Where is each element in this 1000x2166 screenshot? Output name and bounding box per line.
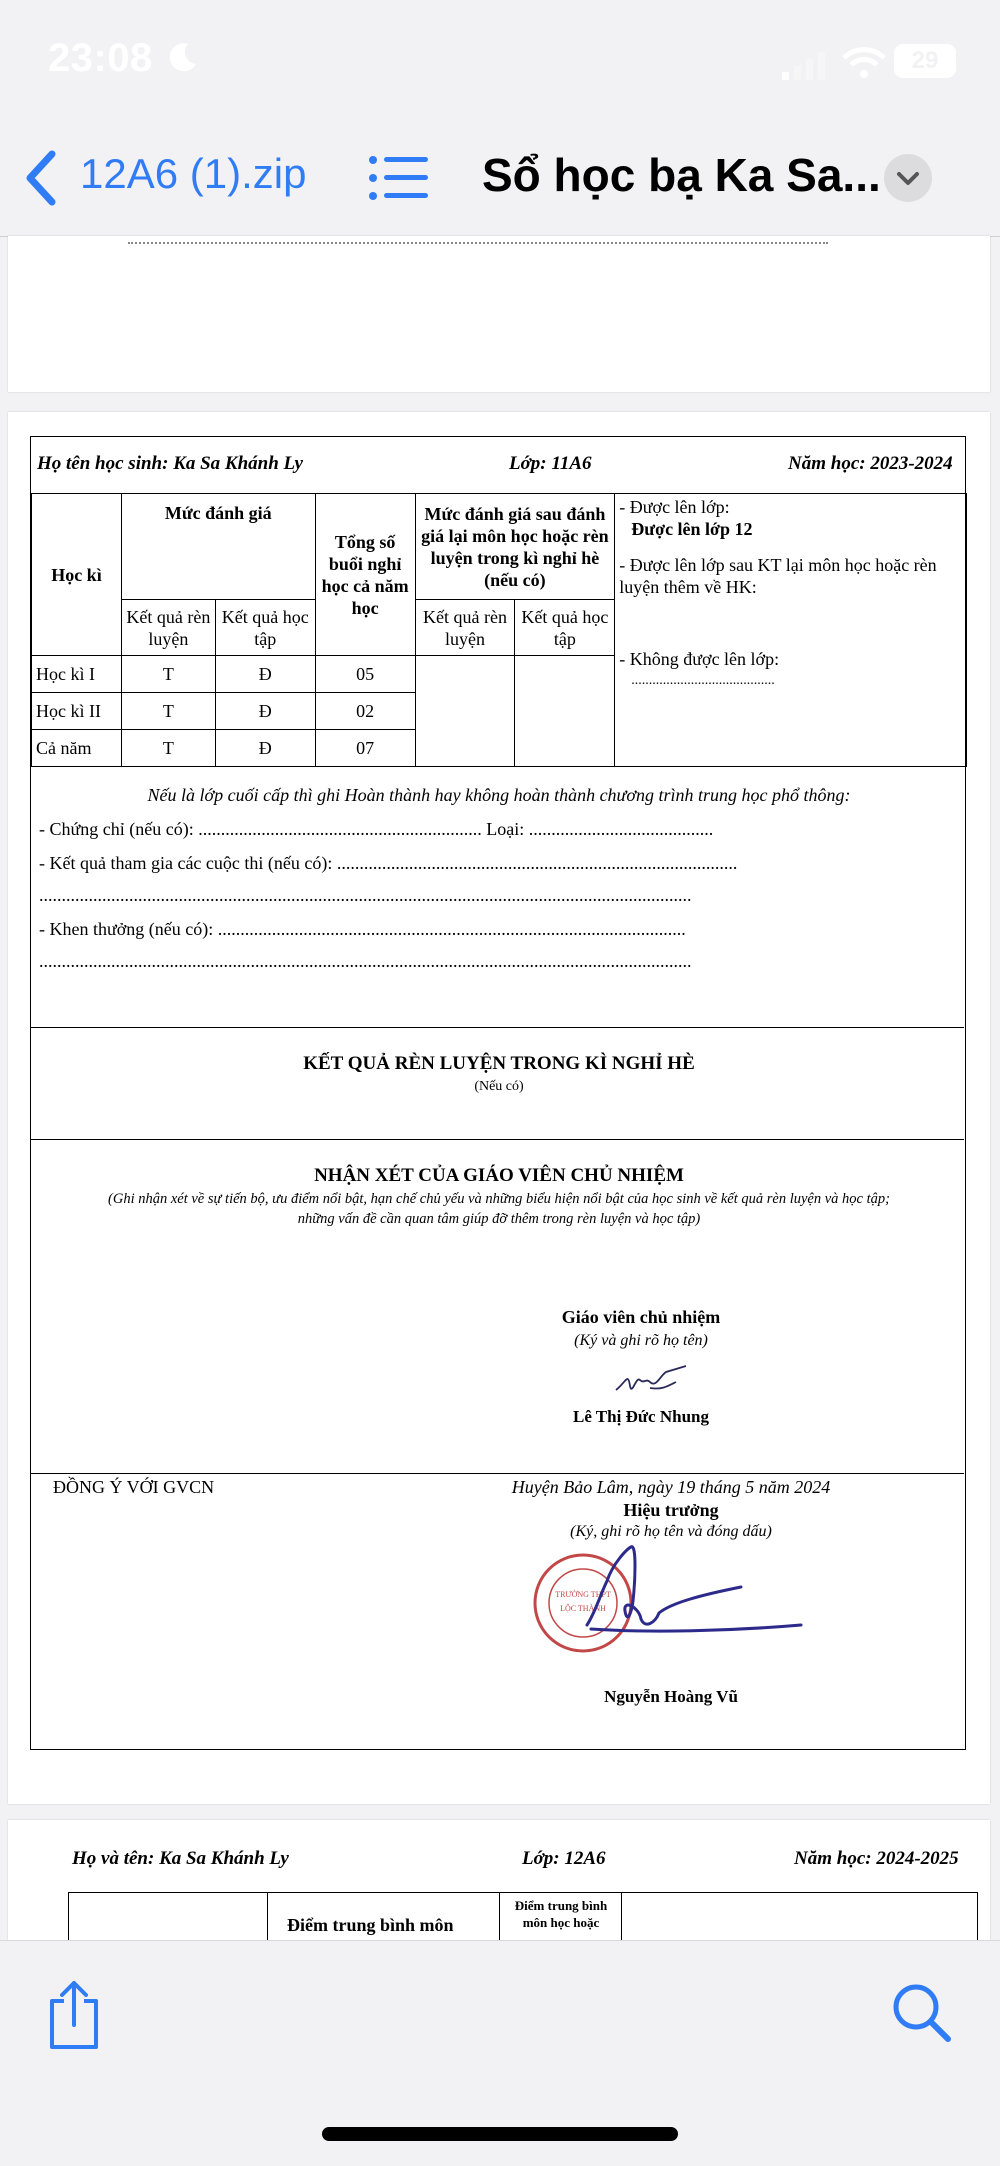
final-year-note: Nếu là lớp cuối cấp thì ghi Hoàn thành hay không hoàn thành chương trình trung học phổ thông: — [147, 785, 851, 805]
battery-level: 29 — [911, 47, 939, 74]
battery-icon — [894, 44, 956, 78]
header-conduct-after: Kết quả rèn luyện — [415, 600, 515, 656]
chevron-down-icon — [884, 154, 932, 202]
pdf-page[interactable] — [8, 412, 990, 1804]
promotion-after-retest: - Được lên lớp sau KT lại môn học hoặc rèn luyện thêm về HK: — [619, 555, 937, 597]
grades-table — [31, 493, 967, 767]
back-button[interactable]: 12A6 (1).zip — [80, 150, 307, 197]
conduct-after-cell — [415, 656, 515, 767]
next-student-name: Họ và tên: Ka Sa Khánh Ly — [72, 1848, 289, 1869]
contests-line: - Kết quả tham gia các cuộc thi (nếu có): ......................................................................................... — [39, 853, 738, 873]
col-avg2-header: Điểm trung bình môn học hoặc — [514, 1898, 608, 1930]
header-study: Kết quả học tập — [215, 600, 315, 656]
dotted-line: ................................................................................................................................................. — [39, 885, 692, 905]
study-after-cell — [515, 656, 615, 767]
sign-date: Huyện Bảo Lâm, ngày 19 tháng 5 năm 2024 — [511, 1477, 831, 1497]
status-time: 23:08 — [48, 36, 153, 80]
absent-cell: 02 — [315, 693, 415, 730]
header-conduct: Kết quả rèn luyện — [121, 600, 215, 656]
promotion-panel — [615, 494, 967, 767]
wifi-icon — [842, 46, 886, 80]
header-rating-after: Mức đánh giá sau đánh giá lại môn học hoặc rèn luyện trong kì nghỉ hè (nếu có) — [415, 494, 615, 600]
report-card — [30, 436, 966, 1750]
header-study-after: Kết quả học tập — [515, 600, 615, 656]
divider — [31, 1473, 964, 1474]
bottom-toolbar — [0, 1940, 1000, 2166]
student-name: Họ tên học sinh: Ka Sa Khánh Ly — [37, 453, 303, 474]
teacher-sign-note: (Ký và ghi rõ họ tên) — [574, 1332, 708, 1349]
share-icon[interactable] — [44, 1979, 104, 2051]
principal-sign-note: (Ký, ghi rõ họ tên và đóng dấu) — [570, 1523, 772, 1540]
absent-cell: 05 — [315, 656, 415, 693]
term-cell: Cả năm — [32, 730, 122, 767]
school-stamp-and-signature — [531, 1543, 821, 1673]
home-indicator[interactable] — [322, 2127, 678, 2141]
study-cell: Đ — [215, 693, 315, 730]
document-title[interactable]: Sổ học bạ Ka Sa... — [482, 149, 881, 201]
back-chevron-icon[interactable] — [18, 148, 66, 208]
col-avg-header: Điểm trung bình môn — [287, 1915, 454, 1935]
term-cell: Học kì I — [32, 656, 122, 693]
summer-title: KẾT QUẢ RÈN LUYỆN TRONG KÌ NGHỈ HÈ — [303, 1053, 695, 1074]
school-year: Năm học: 2023-2024 — [788, 453, 953, 474]
divider — [31, 1027, 964, 1028]
next-class-label: Lớp: 12A6 — [522, 1848, 606, 1869]
comment-subtitle-1: (Ghi nhận xét về sự tiến bộ, ưu điểm nổi bật, hạn chế chủ yếu và những biểu hiện nổi bật của học sinh về kết quả rèn luyện và học tập; — [108, 1191, 890, 1207]
title-menu-button[interactable] — [884, 154, 932, 202]
dotted-line: ................................................................................................................................................. — [39, 951, 692, 971]
principal-role: Hiệu trưởng — [623, 1500, 719, 1520]
not-promoted-dots: ......................................... — [631, 673, 775, 688]
agree-label: ĐỒNG Ý VỚI GVCN — [53, 1477, 215, 1497]
conduct-cell: T — [121, 730, 215, 767]
certificate-line: - Chứng chỉ (nếu có): ............................................................... Loại: ......................................... — [39, 819, 714, 839]
conduct-cell: T — [121, 693, 215, 730]
summer-subtitle: (Nếu có) — [474, 1079, 524, 1094]
next-school-year: Năm học: 2024-2025 — [794, 1848, 959, 1869]
svg-text:LỘC THÀNH: LỘC THÀNH — [560, 1604, 606, 1613]
header-rating: Mức đánh giá — [121, 494, 315, 600]
conduct-cell: T — [121, 656, 215, 693]
pdf-page-next[interactable] — [8, 1820, 990, 1940]
list-icon[interactable] — [368, 154, 430, 202]
svg-text:TRƯỜNG THPT: TRƯỜNG THPT — [555, 1590, 611, 1599]
teacher-name: Lê Thị Đức Nhung — [572, 1407, 709, 1426]
comment-title: NHẬN XÉT CỦA GIÁO VIÊN CHỦ NHIỆM — [314, 1165, 684, 1186]
pdf-page-previous — [8, 236, 990, 392]
header-term: Học kì — [32, 494, 122, 656]
class-label: Lớp: 11A6 — [509, 453, 592, 474]
teacher-signature — [586, 1352, 696, 1402]
study-cell: Đ — [215, 656, 315, 693]
comment-subtitle-2: những vấn đề cần quan tâm giúp đỡ thêm trong rèn luyện và học tập) — [297, 1211, 701, 1227]
principal-signature-block — [471, 1477, 871, 1541]
divider — [31, 1139, 964, 1140]
term-cell: Học kì II — [32, 693, 122, 730]
teacher-role: Giáo viên chủ nhiệm — [561, 1307, 721, 1327]
promotion-label: - Được lên lớp: — [619, 497, 730, 517]
study-cell: Đ — [215, 730, 315, 767]
promotion-value: Được lên lớp 12 — [631, 519, 753, 539]
not-promoted-label: - Không được lên lớp: — [619, 649, 780, 669]
signal-icon — [782, 52, 826, 80]
header-absences: Tổng số buổi nghỉ học cả năm học — [315, 494, 415, 656]
absent-cell: 07 — [315, 730, 415, 767]
search-icon[interactable] — [890, 1981, 954, 2045]
principal-name: Nguyễn Hoàng Vũ — [604, 1687, 738, 1706]
awards-line: - Khen thưởng (nếu có): ........................................................................................................ — [39, 919, 686, 939]
teacher-signature-block — [481, 1307, 801, 1427]
status-bar — [0, 0, 1000, 120]
nav-bar — [0, 120, 1000, 237]
previous-page-fragment — [128, 228, 828, 244]
moon-icon — [166, 40, 200, 74]
